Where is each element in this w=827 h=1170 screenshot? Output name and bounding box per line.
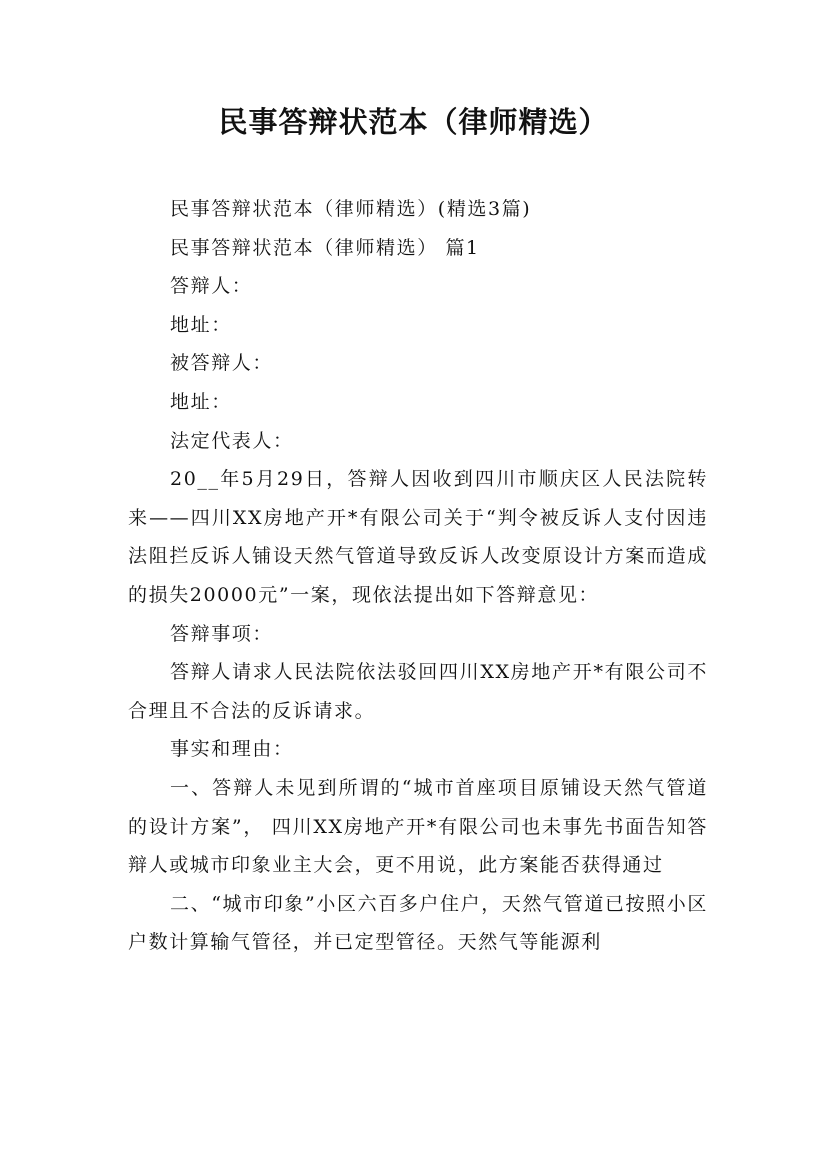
matters-paragraph: 答辩人请求人民法院依法驳回四川XX房地产开*有限公司不合理且不合法的反诉请求。 (128, 661, 708, 722)
intro-paragraph: 20__年5月29日，答辩人因收到四川市顺庆区人民法院转来——四川XX房地产开*有限公司关于“判令被反诉人支付因违法阻拦反诉人铺设天然气管道导致反诉人改变原设计方案而造成的损失20000元”一案，现依法提出如下答辩意见： (128, 468, 708, 606)
claimant-label: 被答辩人： (170, 352, 274, 375)
matters-heading: 答辩事项： (170, 622, 274, 645)
section-heading: 民事答辩状范本（律师精选） 篇1 (170, 236, 480, 259)
respondent-label: 答辩人： (170, 275, 253, 298)
point-two-paragraph: 二、“城市印象”小区六百多户住户，天然气管道已按照小区户数计算输气管径，并已定型管径。天然气等能源利 (128, 892, 708, 954)
facts-heading: 事实和理由： (170, 738, 294, 761)
point-one-paragraph: 一、答辩人未见到所谓的“城市首座项目原铺设天然气管道的设计方案”， 四川XX房地产开*有限公司也未事先书面告知答辩人或城市印象业主大会，更不用说，此方案能否获得通过 (128, 776, 708, 877)
document-body (128, 190, 708, 962)
document-title: 民事答辩状范本（律师精选） (218, 105, 609, 139)
legal-representative-label: 法定代表人： (170, 429, 294, 452)
claimant-address-label: 地址： (170, 390, 232, 413)
respondent-address-label: 地址： (170, 313, 232, 336)
subtitle-line: 民事答辩状范本（律师精选）(精选3篇) (170, 198, 532, 220)
